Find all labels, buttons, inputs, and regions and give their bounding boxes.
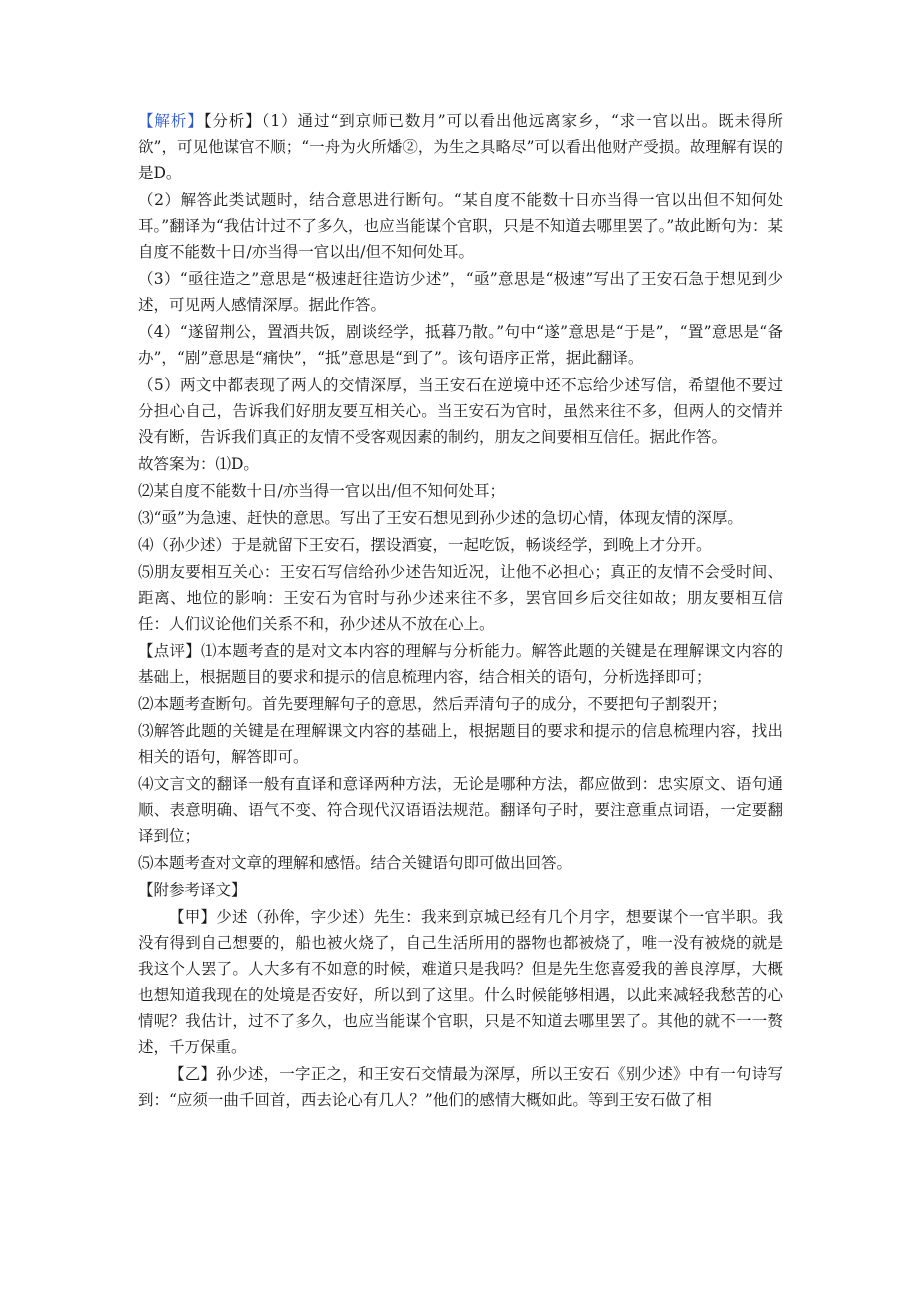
comment-4: ⑷文言文的翻译一般有直译和意译两种方法，无论是哪种方法，都应做到：忠实原文、语句通顺、表意明确、语气不变、符合现代汉语语法规范。翻译句子时，要注意重点词语，一定要翻译到位；: [138, 775, 783, 845]
answer-1: 故答案为：⑴D。: [138, 455, 259, 473]
analysis-q4: （4）“遂留荆公，置酒共饭，剧谈经学，抵暮乃散。”句中“遂”意思是“于是”，“置”意思是“备办”，“剧”意思是“痛快”，“抵”意思是“到了”。该句语序正常，据此翻译。: [138, 323, 783, 367]
answer-5: ⑸朋友要相互关心：王安石写信给孙少述告知近况，让他不必担心；真正的友情不会受时间、距离、地位的影响：王安石为官时与孙少述来往不多，罢官回乡后交往如故；朋友要相互信任：人们议论他们关系不和，孙少述从不放在心上。: [138, 563, 783, 633]
answer-4: ⑷（孙少述）于是就留下王安石，摆设酒宴，一起吃饭，畅谈经学，到晚上才分开。: [138, 536, 712, 554]
analysis-q5: （5）两文中都表现了两人的交情深厚，当王安石在逆境中还不忘给少述写信，希望他不要过分担心自己，告诉我们好朋友要互相关心。当王安石为官时，虽然来往不多，但两人的交情并没有断，告诉我们真正的友情不受客观因素的制约，朋友之间要相互信任。据此作答。: [138, 376, 783, 446]
translation-jia: 【甲】少述（孙侔，字少述）先生：我来到京城已经有几个月字，想要谋个一官半职。我没有得到自己想要的，船也被火烧了，自己生活所用的器物也都被烧了，唯一没有被烧的就是我这个人罢了。人大多有不如意的时候，难道只是我吗？但是先生您喜爱我的善良淳厚，大概也想知道我现在的处境是否安好，所以到了这里。什么时候能够相遇，以此来减轻我愁苦的心情呢？我估计，过不了多久，也应当能谋个官职，只是不知道去哪里罢了。其他的就不一一赘述，千万保重。: [138, 908, 783, 1056]
comment-5: ⑸本题考查对文章的理解和感悟。结合关键语句即可做出回答。: [138, 854, 573, 872]
jiexi-tag: 【解析】: [138, 112, 204, 130]
analysis-q1-text: （1）通过“到京师已数月”可以看出他远离家乡，“求一官以出。既未得所欲”，可见他谋官不顺；“一舟为火所燔②，为生之具略尽”可以看出他财产受损。故理解有误的是D。: [138, 112, 783, 182]
comment-1: 【点评】⑴本题考查的是对文本内容的理解与分析能力。解答此题的关键是在理解课文内容的基础上，根据题目的要求和提示的信息梳理内容，结合相关的语句，分析选择即可；: [138, 642, 783, 686]
answer-2: ⑵某自度不能数十日/亦当得一官以出/但不知何处耳；: [138, 482, 505, 500]
analysis-q1: [138, 108, 783, 186]
analysis-q2: （2）解答此类试题时，结合意思进行断句。“某自度不能数十日亦当得一官以出但不知何处耳。”翻译为“我估计过不了多久，也应当能谋个官职，只是不知道去哪里罢了。”故此断句为：某自度不能数十日/亦当得一官以出/但不知何处耳。: [138, 191, 783, 261]
fenxi-tag: 【分析】: [203, 112, 262, 130]
translation-yi: 【乙】孙少述，一字正之，和王安石交情最为深厚，所以王安石《别少述》中有一句诗写到：“应须一曲千回首，西去论心有几人？”他们的感情大概如此。等到王安石做了相: [138, 1065, 783, 1109]
comment-3: ⑶解答此题的关键是在理解课文内容的基础上，根据题目的要求和提示的信息梳理内容，找出相关的语句，解答即可。: [138, 722, 783, 766]
analysis-q3: （3）“亟往造之”意思是“极速赶往造访少述”，“亟”意思是“极速”写出了王安石急于想见到少述，可见两人感情深厚。据此作答。: [138, 270, 783, 314]
comment-2: ⑵本题考查断句。首先要理解句子的意思，然后弄清句子的成分，不要把句子割裂开；: [138, 695, 728, 713]
answer-3: ⑶“亟”为急速、赶快的意思。写出了王安石想见到孙少述的急切心情，体现友情的深厚。: [138, 509, 743, 527]
translation-heading: 【附参考译文】: [138, 881, 247, 899]
document-page: [138, 108, 783, 1114]
